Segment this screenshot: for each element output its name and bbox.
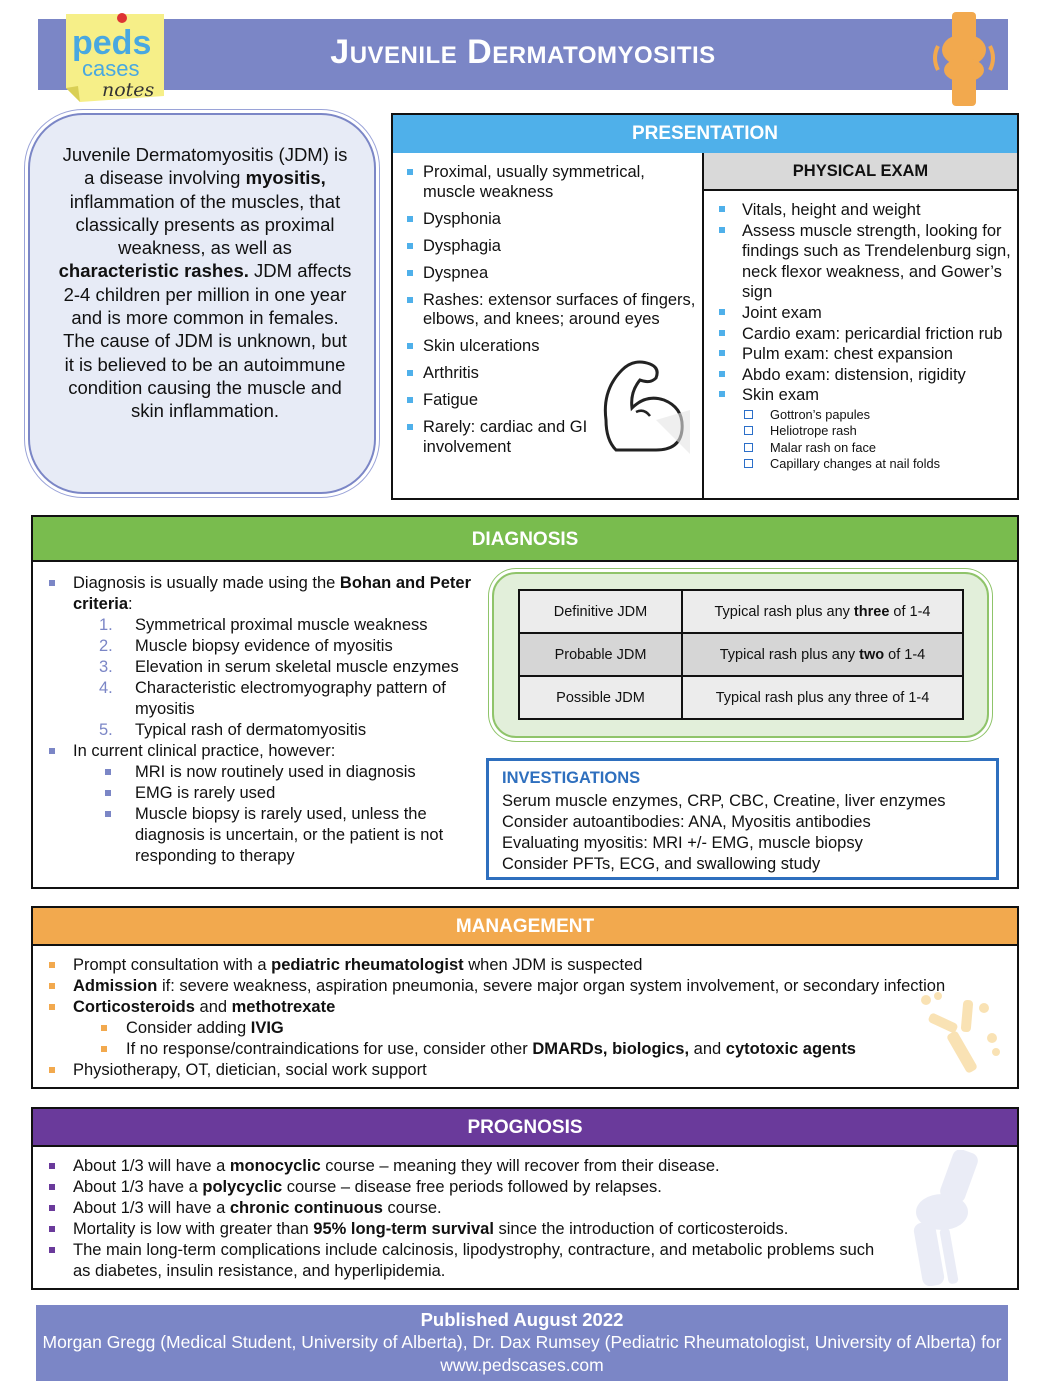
- investigations-list: [502, 791, 946, 875]
- skin-exam-list: [742, 407, 1013, 473]
- presentation-divider: [702, 153, 704, 498]
- table-cell: Typical rash plus any three of 1-4: [682, 590, 963, 633]
- checkbox-icon: [744, 459, 753, 468]
- list-item: Dyspnea: [407, 264, 697, 284]
- list-item: About 1/3 will have a monocyclic course – meaning they will recover from their disease.: [43, 1156, 943, 1177]
- list-item: About 1/3 will have a chronic continuous course.: [43, 1198, 943, 1219]
- list-item: Vitals, height and weight: [717, 200, 1013, 221]
- list-item: Corticosteroids and methotrexate: [43, 997, 1013, 1018]
- physical-exam-title: PHYSICAL EXAM: [704, 153, 1017, 191]
- list-item: Fatigue: [407, 391, 697, 411]
- criteria-item: 2. Muscle biopsy evidence of myositis: [99, 637, 393, 655]
- list-item: Prompt consultation with a pediatric rheumatologist when JDM is suspected: [43, 955, 1013, 976]
- logo-notes: notes: [102, 79, 155, 101]
- intro-text: Juvenile Dermatomyositis (JDM) is a disease involving myositis, inflammation of the muscles, that classically presents as proximal weakness, as well as characteristic rashes. JDM affects 2-4 children per million in one year and is more common in females. The cause of JDM is unknown, but it is believed to be an autoimmune condition causing the muscle and skin inflammation.: [58, 144, 352, 422]
- table-cell: Probable JDM: [519, 633, 682, 676]
- knee-joint-icon: [930, 12, 996, 106]
- diagnosis-title: DIAGNOSIS: [33, 517, 1017, 562]
- list-item: Proximal, usually symmetrical, muscle weakness: [407, 163, 697, 202]
- list-item: Physiotherapy, OT, dietician, social work support: [43, 1060, 1013, 1081]
- list-item: Dysphagia: [407, 237, 697, 257]
- list-item: Muscle biopsy is rarely used, unless the diagnosis is uncertain, or the patient is not responding to therapy: [43, 804, 488, 867]
- list-item: About 1/3 have a polycyclic course – disease free periods followed by relapses.: [43, 1177, 943, 1198]
- logo-peds: peds: [72, 24, 152, 62]
- intro-box: [28, 113, 376, 494]
- page-title: Juvenile Dermatomyositis: [330, 33, 716, 71]
- list-item: Evaluating myositis: MRI +/- EMG, muscle biopsy: [502, 834, 863, 852]
- logo-cases: cases: [82, 56, 140, 81]
- list-item: Serum muscle enzymes, CRP, CBC, Creatine, liver enzymes: [502, 792, 946, 810]
- list-item: Capillary changes at nail folds: [742, 456, 1013, 473]
- list-item: Assess muscle strength, looking for findings such as Trendelenburg sign, neck flexor weakness, and Gower’s sign: [717, 221, 1013, 303]
- management-list: [43, 955, 1013, 1081]
- list-item: Pulm exam: chest expansion: [717, 344, 1013, 365]
- diagnosis-text: [43, 573, 503, 867]
- management-section: [31, 906, 1019, 1089]
- investigations-title: INVESTIGATIONS: [502, 769, 641, 787]
- page-header: [38, 19, 1008, 90]
- list-item: Rarely: cardiac and GI involvement: [407, 418, 607, 457]
- pedscases-logo-icon: [60, 10, 170, 106]
- investigations-box: [486, 758, 999, 880]
- table-row: [519, 633, 963, 676]
- list-item: Skin exam Gottron’s papules Heliotrope rash Malar rash on face Capillary changes at nail folds: [717, 385, 1013, 473]
- list-item: Admission if: severe weakness, aspiration pneumonia, severe major organ system involvement, or secondary infection: [43, 976, 1013, 997]
- prognosis-section: [31, 1107, 1019, 1290]
- list-item: Diagnosis is usually made using the Bohan and Peter criteria:: [43, 573, 503, 615]
- knee-xray-icon: [884, 1150, 994, 1286]
- presentation-section: [391, 113, 1019, 500]
- table-cell: Typical rash plus any three of 1-4: [682, 676, 963, 719]
- page-footer: [36, 1305, 1008, 1381]
- list-item: Consider autoantibodies: ANA, Myositis antibodies: [502, 813, 871, 831]
- criteria-item: 5. Typical rash of dermatomyositis: [99, 721, 367, 739]
- checkbox-icon: [744, 443, 753, 452]
- criteria-item: 1. Symmetrical proximal muscle weakness: [99, 616, 428, 634]
- criteria-table: [518, 589, 964, 720]
- list-item: Skin ulcerations: [407, 337, 697, 357]
- list-item: The main long-term complications include calcinosis, lipodystrophy, contracture, and metabolic problems such as diabetes, insulin resistance, and hyperlipidemia.: [43, 1240, 893, 1282]
- table-row: [519, 676, 963, 719]
- flexed-arm-icon: [596, 350, 692, 458]
- list-item: MRI is now routinely used in diagnosis: [43, 762, 503, 783]
- criteria-item: 3. Elevation in serum skeletal muscle enzymes: [99, 658, 459, 676]
- list-item: Arthritis: [407, 364, 697, 384]
- list-item: Malar rash on face: [742, 440, 1013, 457]
- prognosis-list: [43, 1156, 943, 1282]
- prognosis-title: PROGNOSIS: [33, 1109, 1017, 1147]
- list-item: Consider adding IVIG: [43, 1018, 1013, 1039]
- antibody-icon: [918, 990, 1004, 1076]
- list-item: Heliotrope rash: [742, 423, 1013, 440]
- checkbox-icon: [744, 426, 753, 435]
- list-item: Joint exam: [717, 303, 1013, 324]
- criteria-item: 4. Characteristic electromyography pattern of myositis: [99, 679, 446, 718]
- footer-credits: Morgan Gregg (Medical Student, University of Alberta), Dr. Dax Rumsey (Pediatric Rheumatologist, University of Alberta) for www.pedscases.com: [42, 1332, 1002, 1375]
- list-item: EMG is rarely used: [43, 783, 503, 804]
- list-item: Gottron’s papules: [742, 407, 1013, 424]
- list-item: If no response/contraindications for use, consider other DMARDs, biologics, and cytotoxic agents: [43, 1039, 1013, 1060]
- table-row: [519, 590, 963, 633]
- list-item: Cardio exam: pericardial friction rub: [717, 324, 1013, 345]
- physical-exam-list: [717, 200, 1013, 473]
- presentation-title: PRESENTATION: [393, 115, 1017, 153]
- list-item: Consider PFTs, ECG, and swallowing study: [502, 855, 821, 873]
- list-item: Abdo exam: distension, rigidity: [717, 365, 1013, 386]
- table-cell: Typical rash plus any two of 1-4: [682, 633, 963, 676]
- list-item: Mortality is low with greater than 95% long-term survival since the introduction of corticosteroids.: [43, 1219, 943, 1240]
- table-cell: Definitive JDM: [519, 590, 682, 633]
- list-item: Rashes: extensor surfaces of fingers, elbows, and knees; around eyes: [407, 291, 697, 330]
- table-cell: Possible JDM: [519, 676, 682, 719]
- list-item: Dysphonia: [407, 210, 697, 230]
- footer-published: Published August 2022: [420, 1309, 624, 1330]
- management-title: MANAGEMENT: [33, 908, 1017, 946]
- checkbox-icon: [744, 410, 753, 419]
- list-item: In current clinical practice, however:: [43, 741, 503, 762]
